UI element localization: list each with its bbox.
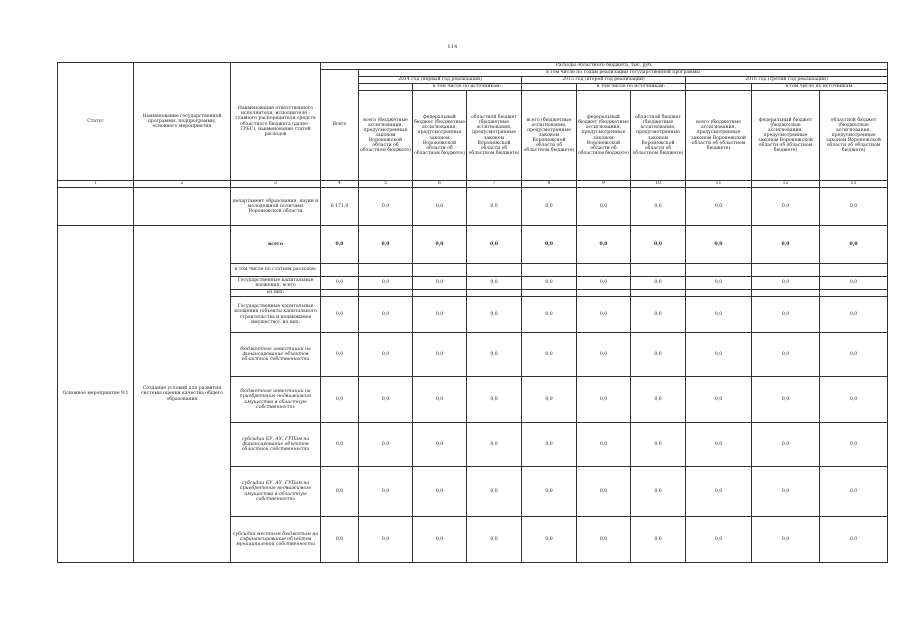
cell-value: 0,0 [522,333,577,377]
cell-value: 0,0 [522,277,577,290]
col-number: 2 [134,181,231,188]
cell-value: 0,0 [413,333,467,377]
header-executor: Наименование ответственного исполнителя, исполнителя - главного распорядителя средств областного бюджета (далее - ГРБС), наименование статей расходов [231,63,321,181]
cell-value: 0,0 [686,517,752,563]
col-number: 9 [577,181,631,188]
cell-value: 0,0 [467,517,522,563]
cell-value: 0,0 [413,297,467,333]
header-sources-2016: в том числе по источникам: [752,84,888,91]
row-label: из них: [231,290,321,297]
cell-value: 0,0 [820,377,888,423]
cell-value: 0,0 [752,277,820,290]
cell-value: 0,0 [752,226,820,264]
header-program-name: Наименование государственной программы, подпрограммы, основного мероприятия [134,63,231,181]
header-year-2014: 2014 год (первый год реализации) [359,77,522,84]
cell-value: 0,0 [686,377,752,423]
budget-table [57,62,888,563]
cell-value: 0,0 [686,297,752,333]
cell-value: 0,0 [820,517,888,563]
cell-value: 0,0 [413,188,467,226]
header-src-federal-2016: федеральный бюджет (бюджетные ассигнования, предусмотренные законом Воронежской области об областном бюджете) [752,91,820,181]
header-year-2015: 2015 год (второй год реализации) [522,77,686,84]
cell-value: 0,0 [820,226,888,264]
cell-value: 0,0 [752,333,820,377]
header-status: Статус [58,63,134,181]
col-number: 12 [752,181,820,188]
row-label: в том числе по статьям расходов: [231,264,321,277]
cell-value: 0,0 [413,467,467,517]
cell-value: 0,0 [522,467,577,517]
cell-value: 0,0 [321,423,359,467]
cell-value: 0,0 [359,188,413,226]
header-sources-2015: в том числе по источникам: [577,84,686,91]
cell-value: 0,0 [467,226,522,264]
cell-value: 0,0 [577,333,631,377]
cell-value: 0,0 [467,188,522,226]
cell-value: 0,0 [522,423,577,467]
cell-value: 0,0 [359,467,413,517]
cell-value: 0,0 [686,188,752,226]
cell-value: 0,0 [522,517,577,563]
cell-value: 0,0 [577,297,631,333]
cell-value: 0,0 [467,423,522,467]
cell-value: 0,0 [467,467,522,517]
col-number: 7 [467,181,522,188]
col-number: 13 [820,181,888,188]
col-number: 8 [522,181,577,188]
header-src-regional-2015: областной бюджет (бюджетные ассигнования, предусмотренные законом Воронежской области об областном бюджете) [631,91,686,181]
header-src-federal-2015: федеральный бюджет (бюджетные ассигнования, предусмотренные законом Воронежской области об областном бюджете) [577,91,631,181]
row-label: Государственные капитальные вложения, всего [231,277,321,290]
status-cell: Основное мероприятие 9.1 [58,226,134,563]
cell-value: 0,0 [752,377,820,423]
table-row [58,188,888,226]
header-by-years: в том числе по годам реализации государственной программы [359,70,888,77]
page-number: 114 [447,44,458,50]
row-label: Государственные капитальные вложения (объекты капитального строительства и недвижимое имущество), из них: [231,297,321,333]
cell-value: 0,0 [321,517,359,563]
cell-value: 0,0 [631,333,686,377]
header-total: Всего [321,70,359,181]
cell-value: 0,0 [413,423,467,467]
cell-value: 0,0 [631,517,686,563]
cell-value: 0,0 [631,297,686,333]
cell-value: 0,0 [577,423,631,467]
header-src-federal-2014: федеральный бюджет (бюджетные ассигнования, предусмотренные законом Воронежской области об областном бюджете) [413,91,467,181]
cell-value: 0,0 [752,297,820,333]
cell-value: 0,0 [752,423,820,467]
cell-value: 0,0 [522,297,577,333]
row-label: бюджетные инвестиции на финансирование объектов областной собственности [231,333,321,377]
cell-value: 0,0 [359,297,413,333]
cell-value: 0,0 [577,226,631,264]
cell-value: 0,0 [631,467,686,517]
cell-value: 0,0 [686,333,752,377]
header-year-2016: 2016 год (третий год реализации) [686,77,888,84]
header-src-regional-2016: областной бюджет (бюджетные ассигнования, предусмотренные законом Воронежской области об областном бюджете) [820,91,888,181]
cell-value: 0,0 [413,377,467,423]
row-label: департамент образования, науки и молодежной политики Воронежской области [231,188,321,226]
cell-value: 0,0 [321,467,359,517]
cell-value: 0,0 [359,226,413,264]
cell-value: 0,0 [321,226,359,264]
cell-value: 0,0 [752,517,820,563]
col-number: 4 [321,181,359,188]
row-label: бюджетные инвестиции на приобретение недвижимого имущества в областную собственность [231,377,321,423]
program-name-cell: Создание условий для развития системы оценки качества общего образования [134,226,231,563]
row-label: субсидии местным бюджетам на софинансирование объектов муниципальной собственности [231,517,321,563]
cell-value: 0,0 [359,377,413,423]
cell-value: 6 171,0 [321,188,359,226]
header-src-total-2015: всего (бюджетные ассигнования, предусмотренные законом Воронежской области об областном бюджете) [522,91,577,181]
cell-value: 0,0 [631,188,686,226]
cell-value: 0,0 [467,297,522,333]
cell-value: 0,0 [467,277,522,290]
cell-value: 0,0 [752,188,820,226]
cell-value: 0,0 [359,423,413,467]
cell-value: 0,0 [686,226,752,264]
col-number: 6 [413,181,467,188]
header-sources-2014: в том числе по источникам: [413,84,522,91]
column-number-row [58,181,888,188]
cell-value: 0,0 [467,333,522,377]
cell-value: 0,0 [359,277,413,290]
row-label: субсидии БУ, АУ, ГУПам на финансирование объектов областной собственности [231,423,321,467]
cell-value: 0,0 [321,377,359,423]
cell-value: 0,0 [577,517,631,563]
cell-value: 0,0 [467,377,522,423]
cell-value: 0,0 [686,467,752,517]
cell-value: 0,0 [820,297,888,333]
cell-value: 0,0 [413,277,467,290]
header-src-total-2014: всего (бюджетные ассигнования, предусмотренные законом Воронежской области об областном бюджете) [359,91,413,181]
cell-value: 0,0 [820,333,888,377]
cell-value: 0,0 [686,277,752,290]
cell-value: 0,0 [577,377,631,423]
cell-value: 0,0 [321,297,359,333]
cell-value: 0,0 [820,188,888,226]
col-number: 3 [231,181,321,188]
col-number: 10 [631,181,686,188]
cell-value: 0,0 [522,188,577,226]
header-src-total-2016: всего (бюджетные ассигнования, предусмотренные законом Воронежской области об областном бюджете) [686,91,752,181]
cell-value: 0,0 [820,277,888,290]
cell-value: 0,0 [752,467,820,517]
cell-value: 0,0 [631,226,686,264]
cell-value: 0,0 [522,377,577,423]
cell-value: 0,0 [413,226,467,264]
col-number: 5 [359,181,413,188]
cell-value: 0,0 [321,277,359,290]
row-label: субсидии БУ, АУ, ГУПам на приобретение недвижимого имущества в областную собственность [231,467,321,517]
cell-value: 0,0 [820,423,888,467]
cell-value: 0,0 [631,377,686,423]
cell-value: 0,0 [577,467,631,517]
cell-value: 0,0 [820,467,888,517]
cell-value: 0,0 [359,333,413,377]
cell-value: 0,0 [631,277,686,290]
cell-value: 0,0 [413,517,467,563]
col-number: 11 [686,181,752,188]
cell-value: 0,0 [577,277,631,290]
table-row [58,226,888,264]
header-src-regional-2014: областной бюджет (бюджетные ассигнования, предусмотренные законом Воронежской области об областном бюджете) [467,91,522,181]
cell-value: 0,0 [522,226,577,264]
cell-value: 0,0 [631,423,686,467]
cell-value: 0,0 [577,188,631,226]
col-number: 1 [58,181,134,188]
cell-value: 0,0 [686,423,752,467]
cell-value: 0,0 [321,333,359,377]
cell-value: 0,0 [359,517,413,563]
header-expenses: Расходы областного бюджета, тыс. руб. [321,63,888,70]
row-label: всего [231,226,321,264]
